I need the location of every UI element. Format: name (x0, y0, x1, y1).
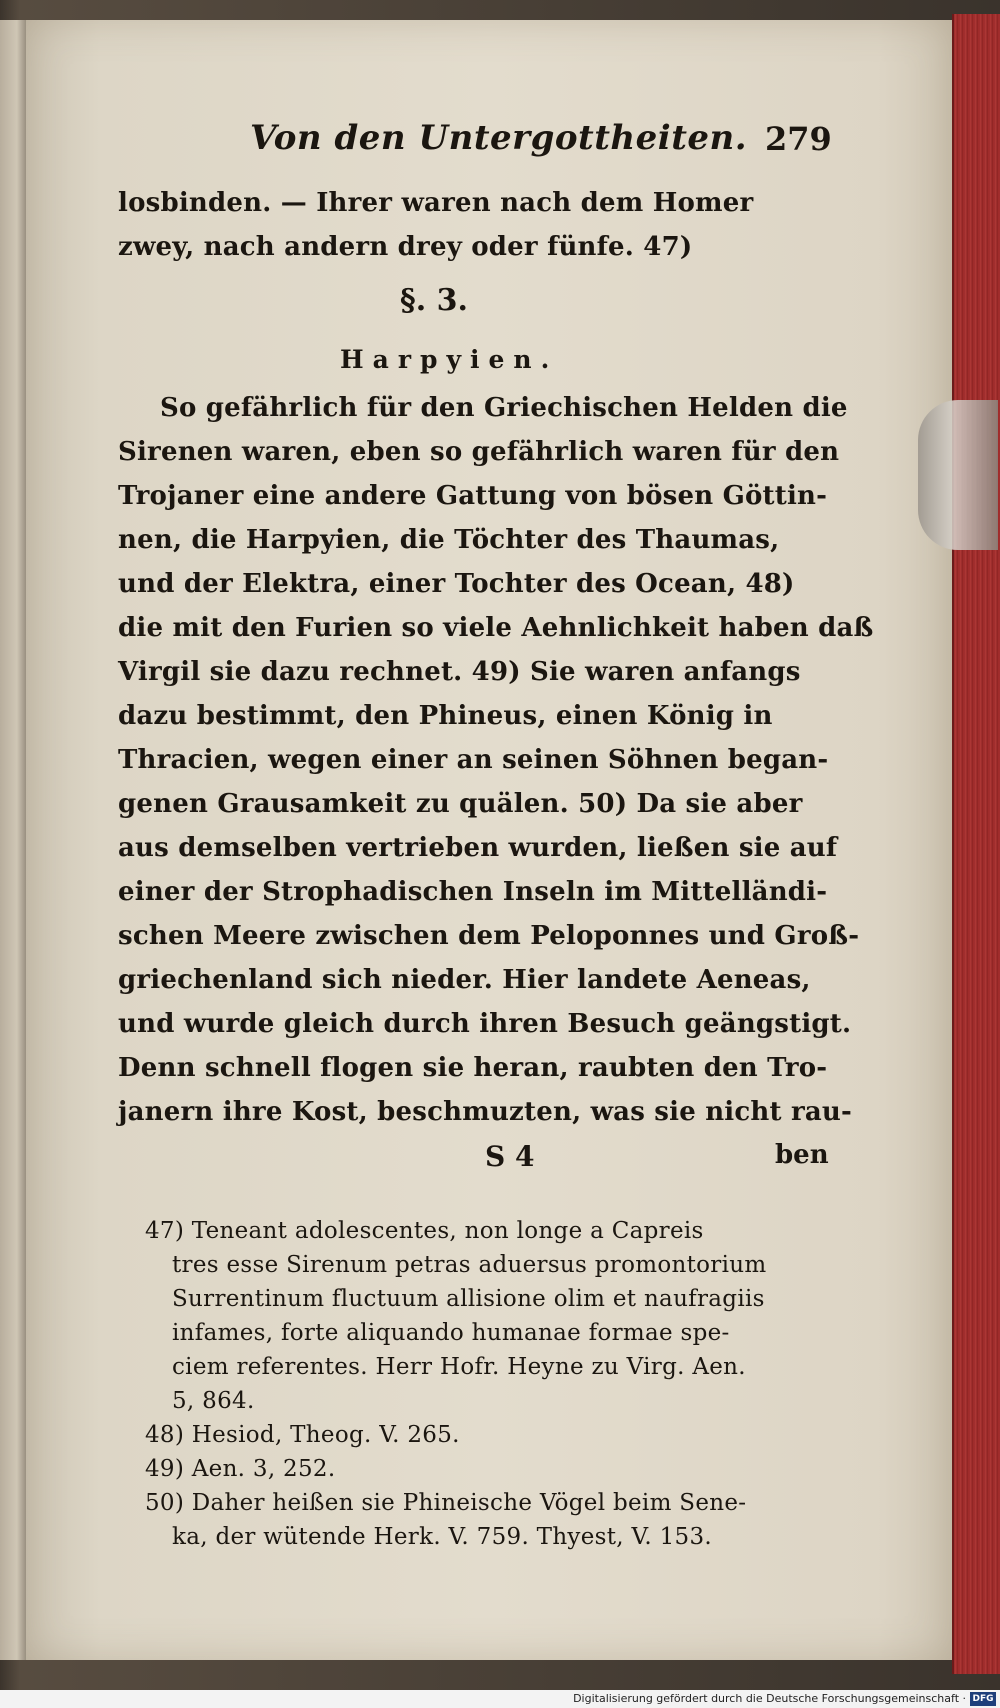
footnote-line: ciem referentes. Herr Hofr. Heyne zu Virg. Aen. (172, 1354, 746, 1380)
page-clip (918, 400, 998, 550)
body-line: Denn schnell flogen sie heran, raubten den Tro- (118, 1053, 828, 1083)
body-line: genen Grausamkeit zu quälen. 50) Da sie aber (118, 789, 803, 819)
body-line: zwey, nach andern drey oder fünfe. 47) (118, 232, 693, 262)
footnote-line: 47) Teneant adolescentes, non longe a Capreis (145, 1218, 704, 1244)
signature-mark: S 4 (485, 1140, 535, 1173)
body-line: die mit den Furien so viele Aehnlichkeit haben daß (118, 613, 874, 643)
body-line: einer der Strophadischen Inseln im Mittelländi- (118, 877, 828, 907)
section-mark: §. 3. (400, 283, 468, 318)
body-line: Thracien, wegen einer an seinen Söhnen began- (118, 745, 829, 775)
body-line: aus demselben vertrieben wurden, ließen sie auf (118, 833, 838, 863)
body-line: und der Elektra, einer Tochter des Ocean, 48) (118, 569, 795, 599)
page-number: 279 (765, 120, 832, 158)
body-line: schen Meere zwischen dem Peloponnes und Groß- (118, 921, 860, 951)
red-page-edges (952, 14, 1000, 1674)
body-line: Trojaner eine andere Gattung von bösen Göttin- (118, 481, 828, 511)
body-line: janern ihre Kost, beschmuzten, was sie nicht rau- (118, 1097, 853, 1127)
running-header-title: Von den Untergottheiten. (250, 118, 748, 158)
footnote-line: infames, forte aliquando humanae formae spe- (172, 1320, 730, 1346)
catchword: ben (775, 1140, 829, 1170)
body-line: griechenland sich nieder. Hier landete Aeneas, (118, 965, 811, 995)
body-line: und wurde gleich durch ihren Besuch geängstigt. (118, 1009, 852, 1039)
footnote-line: 49) Aen. 3, 252. (145, 1456, 336, 1482)
footnote-line: tres esse Sirenum petras aduersus promontorium (172, 1252, 767, 1278)
footnote-line: Surrentinum fluctuum allisione olim et naufragiis (172, 1286, 765, 1312)
body-line: Sirenen waren, eben so gefährlich waren für den (118, 437, 840, 467)
footnote-line: 5, 864. (172, 1388, 255, 1414)
dfg-logo: DFG (970, 1692, 996, 1706)
footnote-line: 48) Hesiod, Theog. V. 265. (145, 1422, 460, 1448)
body-line: Virgil sie dazu rechnet. 49) Sie waren anfangs (118, 657, 801, 687)
footnote-line: ka, der wütende Herk. V. 759. Thyest, V. 153. (172, 1524, 713, 1550)
footnote-line: 50) Daher heißen sie Phineische Vögel beim Sene- (145, 1490, 747, 1516)
body-line: losbinden. — Ihrer waren nach dem Homer (118, 188, 754, 218)
body-line: nen, die Harpyien, die Töchter des Thaumas, (118, 525, 780, 555)
body-line: So gefährlich für den Griechischen Helden die (160, 393, 848, 423)
section-heading: Harpyien. (340, 345, 559, 374)
digitization-credit: Digitalisierung gefördert durch die Deutsche Forschungsgemeinschaft · (573, 1692, 966, 1705)
body-line: dazu bestimmt, den Phineus, einen König in (118, 701, 773, 731)
